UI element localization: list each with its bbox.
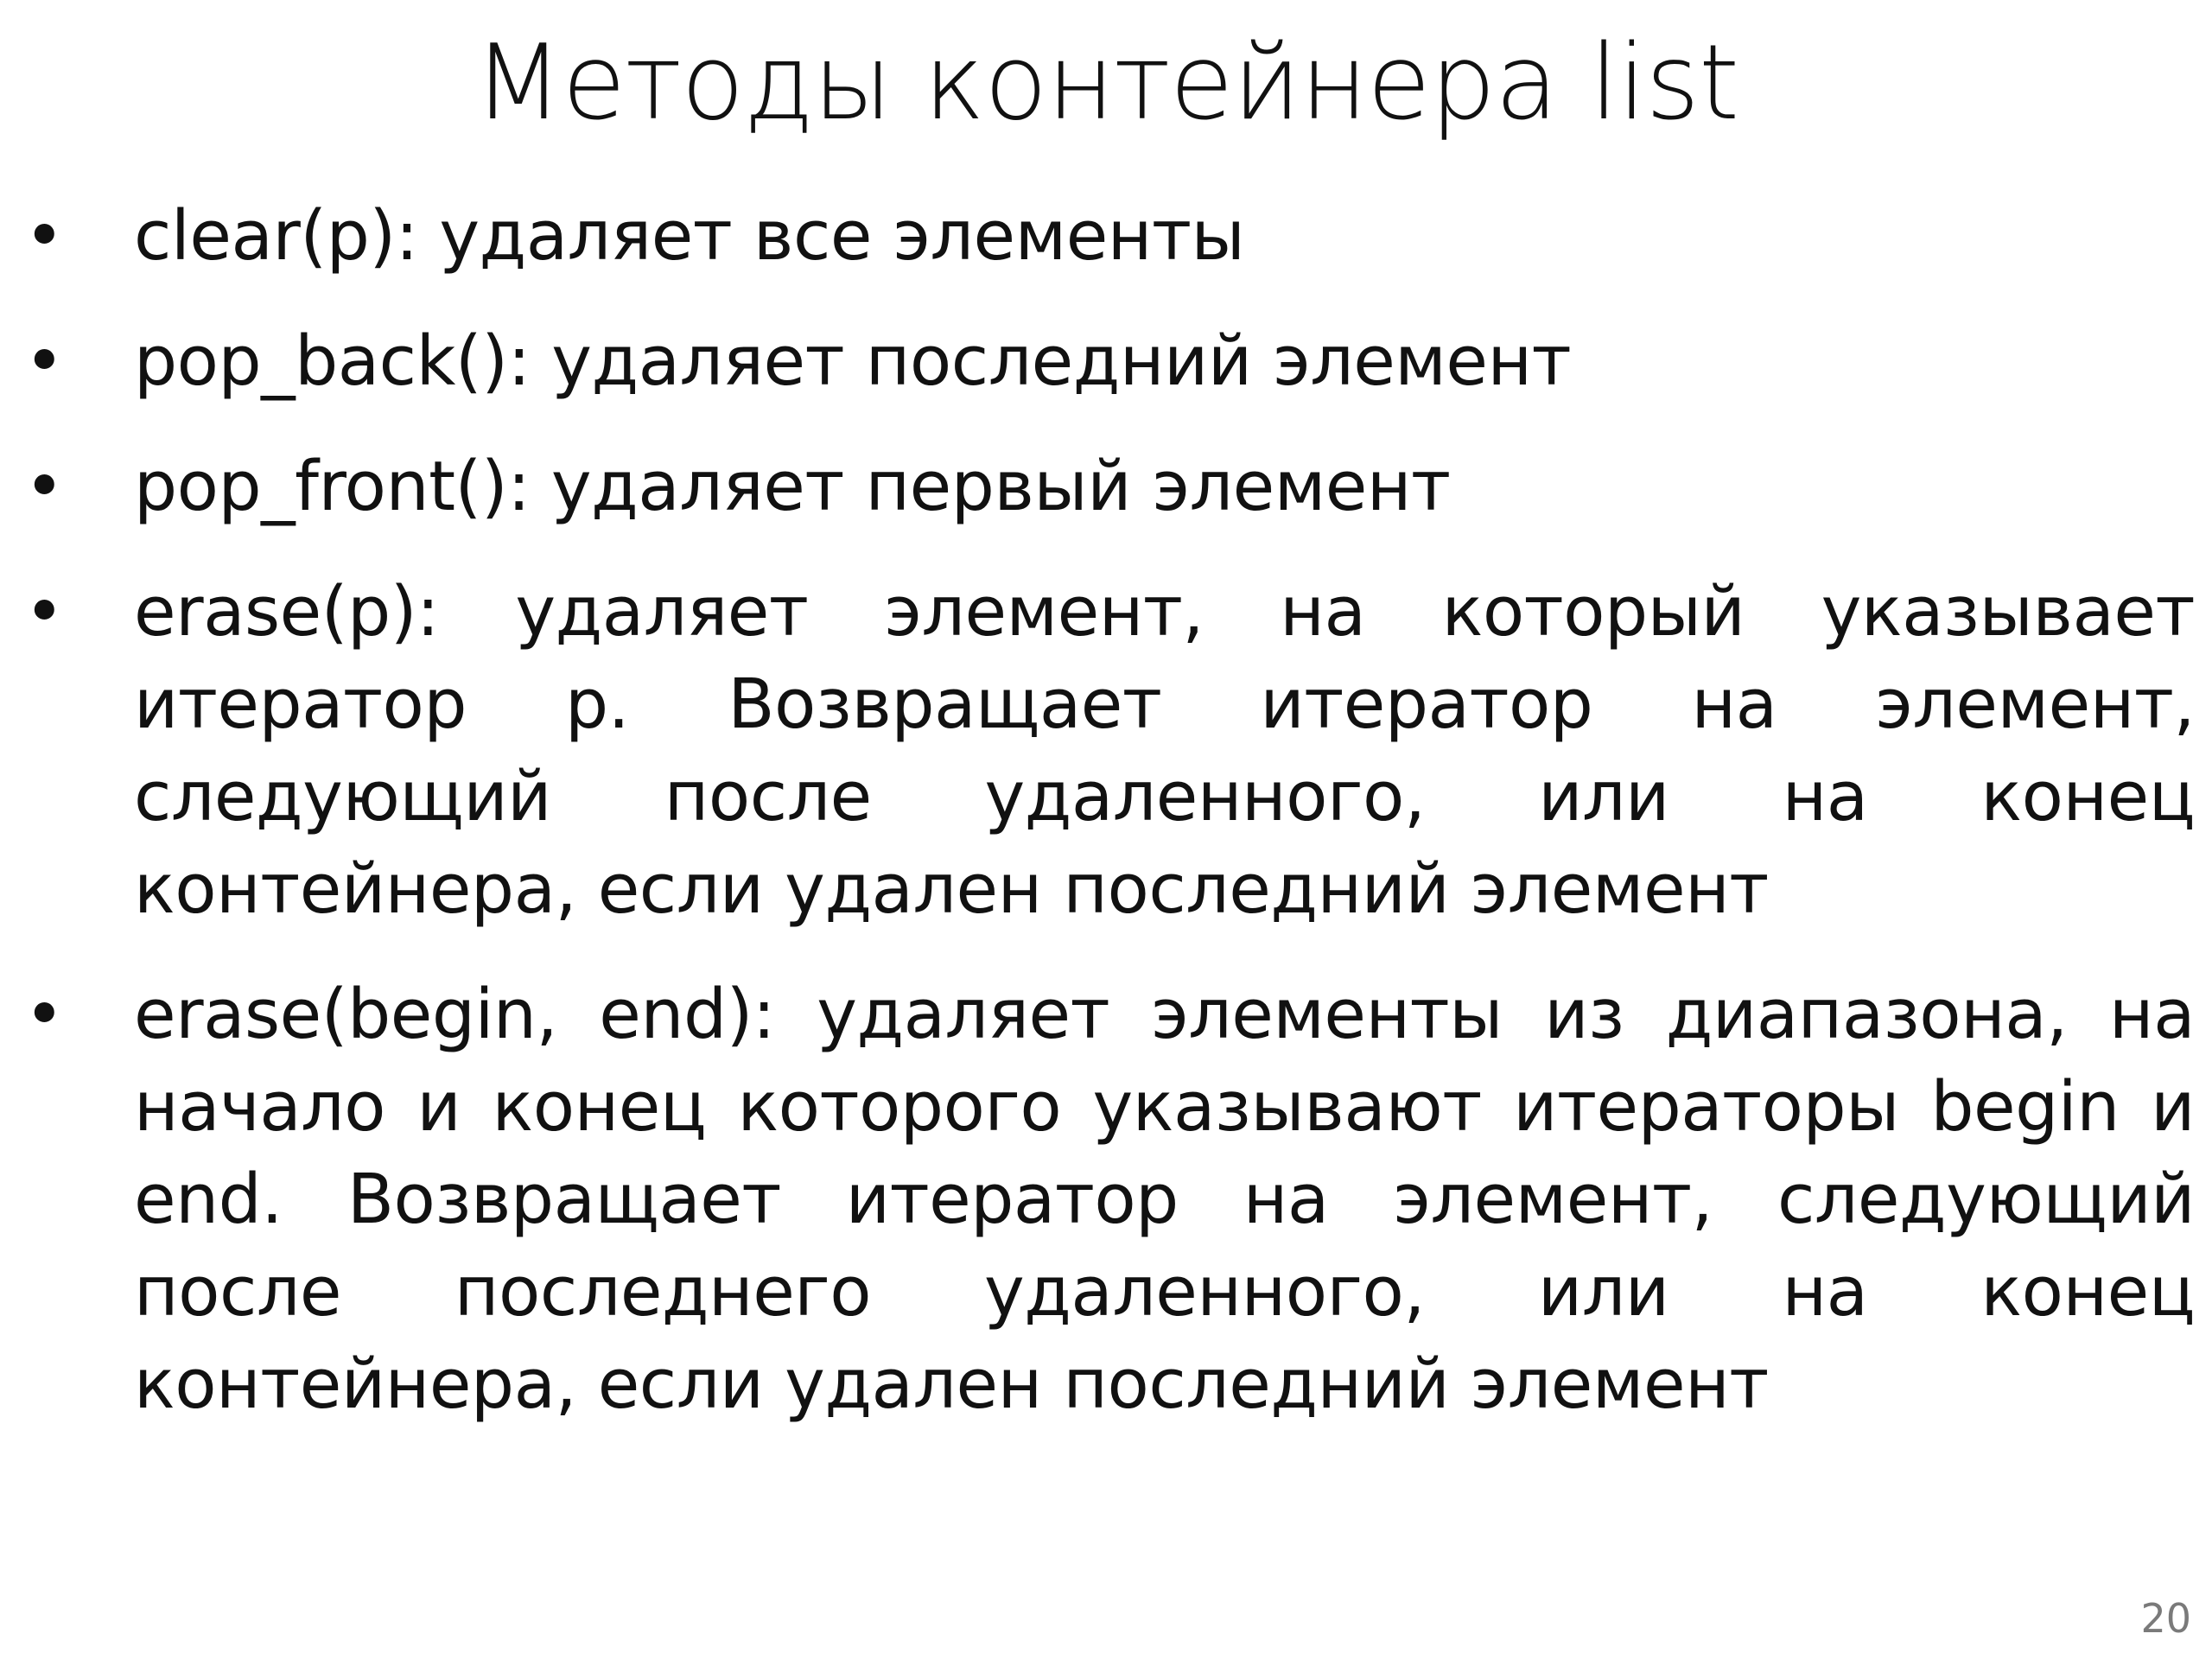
bullet-item-pop-front — [0, 441, 2195, 533]
bullet-text: pop_front(): удаляет первый элемент — [134, 447, 1451, 526]
bullet-text: clear(p): удаляет все элементы — [134, 196, 1245, 276]
page-number: 20 — [2140, 1595, 2191, 1642]
bullet-text: erase(p): удаляет элемент, на который указывает итератор p. Возвращает итератор на элемент, следующий после удаленного, или на конец контейнера, если удален последний элемент — [134, 572, 2195, 929]
bullet-dot-icon: • — [24, 321, 65, 401]
slide-title: Методы контейнера list — [473, 23, 1739, 143]
bullet-item-erase-p — [0, 566, 2195, 936]
bullet-list — [0, 190, 2212, 1464]
bullet-text: erase(begin, end): удаляет элементы из диапазона, на начало и конец которого указывают итераторы begin и end. Возвращает итератор на элемент, следующий после последнего удаленного, или на конец контейнера, если удален последний элемент — [134, 975, 2195, 1424]
bullet-item-erase-range — [0, 969, 2195, 1431]
bullet-dot-icon: • — [24, 572, 65, 652]
bullet-dot-icon: • — [24, 447, 65, 526]
bullet-item-pop-back — [0, 315, 2195, 408]
bullet-item-clear — [0, 190, 2195, 283]
bullet-dot-icon: • — [24, 196, 65, 276]
bullet-dot-icon: • — [24, 975, 65, 1054]
bullet-text: pop_back(): удаляет последний элемент — [134, 321, 1572, 401]
